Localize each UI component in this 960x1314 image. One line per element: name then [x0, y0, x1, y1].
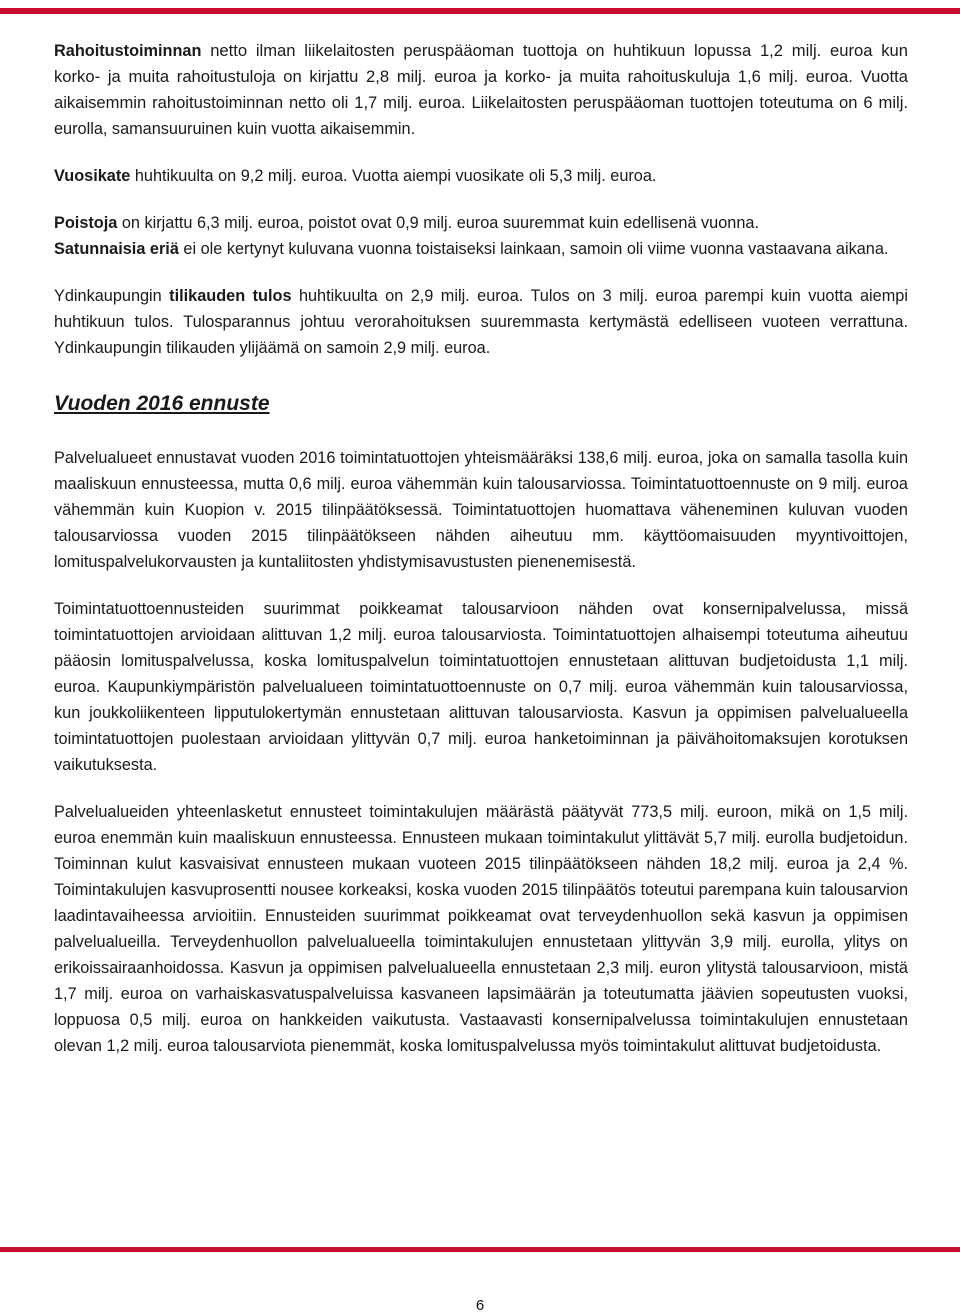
- paragraph-text: huhtikuulta on 2,9 milj. euroa. Tulos on 3 milj. euroa parempi kuin vuotta aiempi huhtikuun tulos. Tulosparannus johtuu verorahoituksen suuremmasta kertymästä edelliseen vuoteen verrattuna. Ydinkaupungin tilikauden ylijäämä on samoin 2,9 milj. euroa.: [54, 287, 908, 357]
- paragraph-text: on kirjattu 6,3 milj. euroa, poistot ovat 0,9 milj. euroa suuremmat kuin edellisenä vuonna.: [117, 214, 759, 232]
- paragraph-toimintakulut: Palvelualueiden yhteenlasketut ennusteet toimintakulujen määrästä päätyvät 773,5 milj. euroon, mikä on 1,5 milj. euroa enemmän kuin maaliskuun ennusteessa. Ennusteen mukaan toimintakulut ylittävät 5,7 milj. eurolla budjetoidun. Toiminnan kulut kasvaisivat ennusteen mukaan vuoteen 2015 tilinpäätökseen nähden 18,2 milj. euroa ja 2,4 %. Toimintakulujen kasvuprosentti nousee korkeaksi, koska vuoden 2015 tilinpäätös toteutui parempana kuin talousarvion laadintavaiheessa arvioitiin. Ennusteiden suurimmat poikkeamat ovat terveydenhuollon sekä kasvun ja oppimisen palvelualueilla. Terveydenhuollon palvelualueella toimintakulujen ennustetaan ylittyvän 3,9 milj. eurolla, ylitys on erikoissairaanhoidossa. Kasvun ja oppimisen palvelualueella ennustetaan 2,3 milj. euron ylitystä talousarvioon, mistä 1,7 milj. euroa on varhaiskasvatuspalveluissa kasvaneen lapsimäärän ja toteutumatta jäävien sopeutusten vuoksi, loppuosa 0,5 milj. euroa on hankkeiden vaikutusta. Vastaavasti konsernipalvelussa toimintakulujen ennustetaan olevan 1,2 milj. euroa talousarviota pienemmät, koska lomituspalvelussa myös toimintakulut alittuvat budjetoidusta.: [54, 803, 908, 1055]
- page-number: 6: [475, 1297, 485, 1314]
- paragraph-tilikauden-tulos: [54, 283, 908, 361]
- paragraph-toimintatuotot-ennuste: Palvelualueet ennustavat vuoden 2016 toimintatuottojen yhteismääräksi 138,6 milj. euroa, joka on samalla tasolla kuin maaliskuun ennusteessa, mutta 0,6 milj. euroa vähemmän kuin talousarviossa. Toimintatuottoennuste on 9 milj. euroa vähemmän kuin Kuopion v. 2015 tilinpäätöksessä. Toimintatuottojen huomattava väheneminen kuluvan vuoden talousarviossa vuoden 2015 tilinpäätökseen nähden aiheutuu mm. käyttöomaisuuden myyntivoittojen, lomituspalvelukorvausten ja kuntaliitosten yhdistymisavustusten pienenemisestä.: [54, 449, 908, 571]
- paragraph-satunnaiset-erat: [54, 236, 908, 262]
- paragraph-text: Ydinkaupungin: [54, 287, 170, 305]
- term-satunnaisia-eria: Satunnaisia eriä: [54, 240, 179, 258]
- paragraph-poikkeamat: Toimintatuottoennusteiden suurimmat poikkeamat talousarvioon nähden ovat konsernipalvelussa, missä toimintatuottojen arvioidaan alittuvan 1,2 milj. euroa talousarviosta. Toimintatuottojen alhaisempi toteutuma aiheutuu pääosin lomituspalvelussa, koska lomituspalvelun toimintatuottojen ennustetaan alittuvan budjetoidusta 1,1 milj. euroa. Kaupunkiympäristön palvelualueen toimintatuottoennuste on 0,7 milj. euroa vähemmän kuin talousarviossa, kun joukkoliikenteen lipputulokertymän ennustetaan alittuvan talousarviosta. Kasvun ja oppimisen palvelualueella toimintatuottojen puolestaan arvioidaan ylittyvän 0,7 milj. euroa hanketoiminnan ja päivähoitomaksujen korotuksen vaikutuksesta.: [54, 600, 908, 774]
- paragraph-vuosikate: [54, 163, 908, 189]
- document-body: [54, 38, 908, 1059]
- paragraph-text: eurolla, samansuuruinen kuin vuotta aikaisemmin.: [54, 120, 416, 138]
- term-vuosikate: Vuosikate: [54, 167, 131, 185]
- term-poistoja: Poistoja: [54, 214, 118, 232]
- paragraph-text: ei ole kertynyt kuluvana vuonna toistaiseksi lainkaan, samoin oli viime vuonna vastaavana aikana.: [178, 240, 889, 258]
- paragraph-text: huhtikuulta on 9,2 milj. euroa. Vuotta aiempi vuosikate oli 5,3 milj. euroa.: [130, 167, 657, 185]
- bottom-red-rule: [0, 1247, 960, 1252]
- paragraph-rahoitustoiminta: [54, 38, 908, 142]
- section-heading: Vuoden 2016 ennuste: [54, 392, 270, 415]
- paragraph-text: netto ilman liikelaitosten peruspääoman tuottoja on huhtikuun lopussa 1,2 milj. euroa kun korko- ja muita rahoitustuloja on kirjattu 2,8 milj. euroa ja korko- ja muita rahoituskuluja 1,6 milj. euroa. Vuotta aikaisemmin rahoitustoiminnan netto oli 1,7 milj. euroa. Liikelaitosten peruspääoman tuottojen toteutuma on 6 milj.: [54, 41, 908, 112]
- paragraph-poistot: [54, 210, 908, 236]
- term-tilikauden-tulos: tilikauden tulos: [169, 287, 292, 305]
- term-rahoitustoiminnan: Rahoitustoiminnan: [54, 42, 202, 60]
- top-red-rule: [0, 8, 960, 14]
